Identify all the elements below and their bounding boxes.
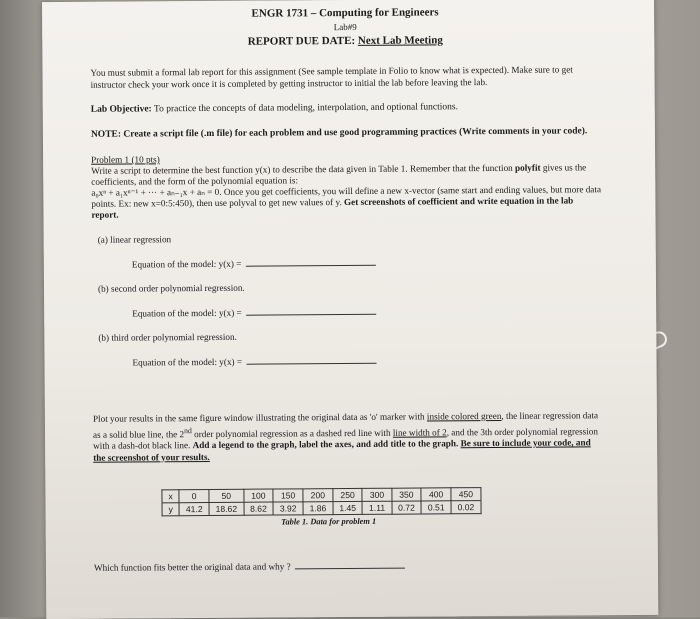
table-x-cell: 0 xyxy=(179,490,209,503)
table-y-cell: 1.86 xyxy=(303,502,333,515)
objective-label: Lab Objective: xyxy=(90,104,152,115)
paper-sheet xyxy=(42,0,658,619)
question-blank xyxy=(295,560,405,570)
problem-text-3: Once you get coefficients, you will define a new x-vector (same start and ending values, but more data points. Ex: new x=0:5:450), then use polyval to get new values of y. xyxy=(91,184,602,209)
table-y-cell: 0.02 xyxy=(451,501,481,514)
table-x-cell: 100 xyxy=(243,489,273,502)
table-y-cell: 0.72 xyxy=(392,501,422,514)
part-a-blank xyxy=(245,257,375,267)
polynomial-equation: a₀xⁿ + a₁xⁿ⁻¹ + ··· + aₙ₋₁x + aₙ = 0. xyxy=(91,186,222,198)
table-x-cell: 50 xyxy=(209,489,244,502)
problem-1 xyxy=(91,151,601,221)
table-x-cell: 300 xyxy=(362,488,391,501)
due-date xyxy=(90,32,600,50)
part-c-eq-text: Equation of the model: y(x) = xyxy=(132,356,243,368)
plot-text-6: , and the 3th order polynomial regression with a dash-dot black line. xyxy=(93,425,599,451)
part-c-blank xyxy=(246,355,376,365)
problem-title: Problem 1 (10 pts) xyxy=(91,154,160,165)
table-y-cell: 3.92 xyxy=(273,502,303,515)
part-a-equation xyxy=(132,255,602,269)
part-a-label: (a) linear regression xyxy=(97,234,172,245)
table-caption: Table 1. Data for problem 1 xyxy=(281,516,377,527)
data-table xyxy=(161,487,481,516)
objective-text: To practice the concepts of data modeling, interpolation, and optional functions. xyxy=(151,102,458,115)
table-y-cell: 1.11 xyxy=(362,501,391,514)
plot-text-linewidth: line width of 2 xyxy=(392,426,447,438)
table-y-cell: 0.51 xyxy=(421,501,451,514)
table-x-cell: 250 xyxy=(333,488,363,501)
question-text: Which function fits better the original data and why ? xyxy=(93,561,291,573)
lab-objective xyxy=(91,101,601,115)
lab-number: Lab#9 xyxy=(333,21,357,33)
part-b-eq-text: Equation of the model: y(x) = xyxy=(132,307,242,319)
table-y-label-cell: y xyxy=(162,503,179,516)
table-y-cell: 1.45 xyxy=(333,501,363,514)
plot-text-4: order polynomial regression as a dashed red line with xyxy=(191,427,393,439)
plot-bold-instruction: Add a legend to the graph, label the axes, and add title to the graph. xyxy=(192,438,461,451)
problem-bold-instruction: Get screenshots of coefficient and write equation in the lab report. xyxy=(91,195,574,220)
table-x-cell: 450 xyxy=(451,488,481,501)
table-x-cell: 200 xyxy=(303,489,333,502)
note-paragraph: NOTE: Create a script file (.m file) for each problem and use good programming practices (Write comments in your code). xyxy=(90,126,588,140)
due-value: Next Lab Meeting xyxy=(357,34,443,47)
course-title: ENGR 1731 – Computing for Engineers xyxy=(251,6,439,20)
table-x-cell: 350 xyxy=(391,488,421,501)
final-question xyxy=(94,558,604,573)
plot-text-3: , the linear regression data as a solid blue line, the 2 xyxy=(92,410,599,440)
intro-paragraph: You must submit a formal lab report for this assignment (See sample template in Folio to know what is expected). Make sure to get instructor check your work once it is completed by getting instructor to initial the lab before leaving the lab. xyxy=(90,64,573,90)
plot-text-1: Plot your results in the same figure window illustrating the original data as 'o' marker with xyxy=(92,411,427,424)
plot-bold-underline: Be sure to include your code, and the screenshot of your results. xyxy=(93,437,591,463)
table-x-cell: 400 xyxy=(421,488,451,501)
plot-instructions xyxy=(93,410,603,464)
document-content xyxy=(90,4,604,573)
document-header xyxy=(90,4,600,50)
problem-text-2: gives us the coefficients, and the form of the polynomial equation is: xyxy=(91,162,587,187)
part-c-equation xyxy=(132,353,602,367)
plot-text-green: inside colored green xyxy=(426,410,502,422)
table-x-label-cell: x xyxy=(162,490,179,503)
table-x-cell: 150 xyxy=(273,489,303,502)
table-row-y xyxy=(162,501,481,516)
due-label: REPORT DUE DATE: xyxy=(247,34,358,48)
part-b-equation xyxy=(132,304,602,318)
plot-text-sup: nd xyxy=(184,425,192,435)
part-b-label: (b) second order polynomial regression. xyxy=(97,282,245,294)
polyfit-keyword: polyfit xyxy=(515,162,541,173)
part-a-eq-text: Equation of the model: y(x) = xyxy=(131,258,242,270)
problem-text-1: Write a script to determine the best function y(x) to describe the data given in Table 1. Remember that the function xyxy=(91,162,516,176)
part-b-blank xyxy=(246,306,376,316)
table-y-cell: 41.2 xyxy=(179,503,209,516)
part-c-label: (b) third order polynomial regression. xyxy=(98,331,237,343)
table-y-cell: 8.62 xyxy=(244,502,274,515)
table-y-cell: 18.62 xyxy=(209,502,244,515)
